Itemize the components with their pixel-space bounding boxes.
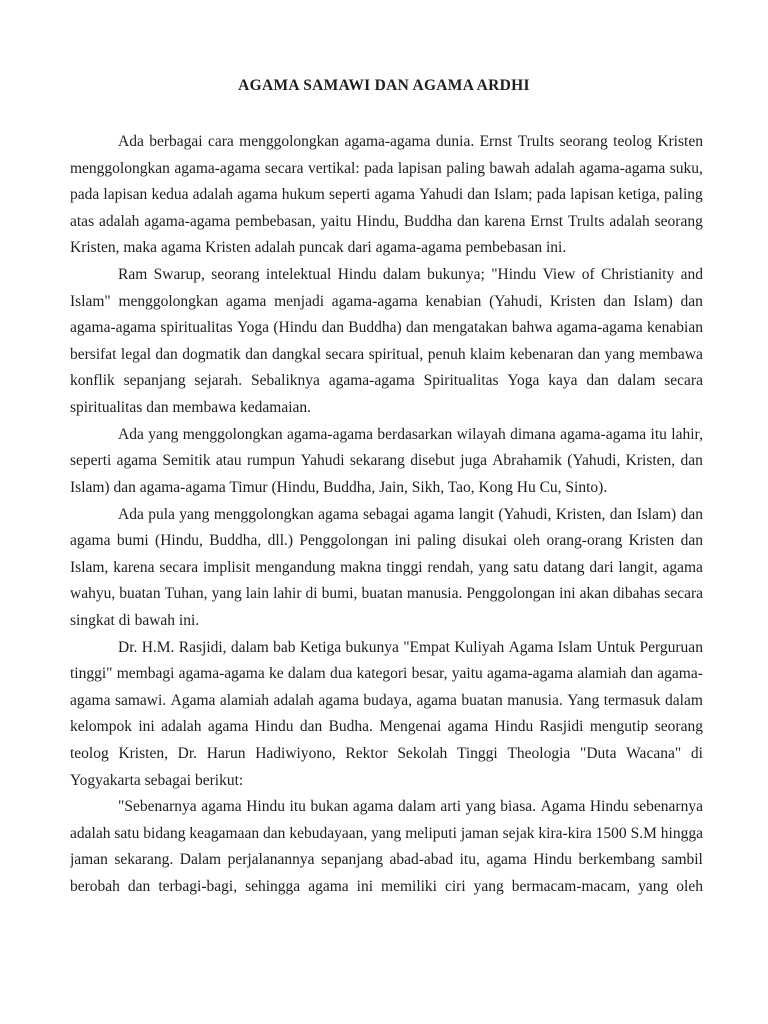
text-line: Kristen, maka agama Kristen adalah puncak dari agama-agama pembebasan ini.: [70, 239, 567, 257]
text-line: Ada pula yang menggolongkan agama sebagai agama langit (Yahudi, Kristen, dan Islam) dan: [118, 505, 703, 523]
text-line: singkat di bawah ini.: [70, 611, 200, 629]
document-title: AGAMA SAMAWI DAN AGAMA ARDHI: [238, 77, 530, 94]
text-line: pada lapisan kedua adalah agama hukum seperti agama Yahudi dan Islam; pada lapisan ketiga, paling: [70, 186, 703, 204]
paragraph: [70, 635, 703, 795]
text-line: agama-agama spiritualitas Yoga (Hindu dan Buddha) dan mengatakan bahwa agama-agama kenabian: [70, 319, 703, 337]
text-line: adalah satu bidang keagamaan dan kebudayaan, yang meliputi jaman sejak kira-kira 1500 S.M hingga: [70, 824, 703, 842]
text-line: tinggi" membagi agama-agama ke dalam dua kategori besar, yaitu agama-agama alamiah dan agama-: [70, 665, 703, 683]
text-line: Ram Swarup, seorang intelektual Hindu dalam bukunya; "Hindu View of Christianity and: [118, 266, 703, 284]
text-line: Yogyakarta sebagai berikut:: [70, 771, 244, 789]
text-line: seperti agama Semitik atau rumpun Yahudi sekarang disebut juga Abrahamik (Yahudi, Kristen, dan: [70, 452, 703, 470]
paragraph: [70, 794, 703, 900]
text-line: Ada yang menggolongkan agama-agama berdasarkan wilayah dimana agama-agama itu lahir,: [118, 425, 703, 443]
text-line: agama samawi. Agama alamiah adalah agama budaya, agama buatan manusia. Yang termasuk dalam: [70, 691, 703, 709]
text-line: bersifat legal dan dogmatik dan dangkal secara spiritual, penuh klaim kebenaran dan yang membawa: [70, 345, 703, 363]
text-line: berobah dan terbagi-bagi, sehingga agama ini memiliki ciri yang bermacam-macam, yang oleh: [70, 878, 703, 896]
text-line: Islam" menggolongkan agama menjadi agama-agama kenabian (Yahudi, Kristen dan Islam) dan: [70, 292, 703, 310]
text-line: jaman sekarang. Dalam perjalanannya sepanjang abad-abad itu, agama Hindu berkembang sambil: [70, 851, 703, 869]
text-line: teolog Kristen, Dr. Harun Hadiwiyono, Rektor Sekolah Tinggi Theologia "Duta Wacana" di: [70, 745, 703, 763]
paragraph: [70, 262, 703, 422]
text-line: konflik sepanjang sejarah. Sebaliknya agama-agama Spiritualitas Yoga kaya dan dalam secara: [70, 372, 703, 390]
paragraph: [70, 422, 703, 502]
text-line: Dr. H.M. Rasjidi, dalam bab Ketiga bukunya "Empat Kuliyah Agama Islam Untuk Perguruan: [118, 638, 703, 656]
paragraph: [70, 129, 703, 262]
text-line: kelompok ini adalah agama Hindu dan Budha. Mengenai agama Hindu Rasjidi mengutip seorang: [70, 718, 703, 736]
text-line: Islam) dan agama-agama Timur (Hindu, Buddha, Jain, Sikh, Tao, Kong Hu Cu, Sinto).: [70, 478, 608, 496]
text-line: "Sebenarnya agama Hindu itu bukan agama dalam arti yang biasa. Agama Hindu sebenarnya: [118, 798, 703, 816]
text-line: agama bumi (Hindu, Buddha, dll.) Penggolongan ini paling disukai oleh orang-orang Kristen dan: [70, 532, 703, 550]
text-line: Ada berbagai cara menggolongkan agama-agama dunia. Ernst Trults seorang teolog Kristen: [118, 133, 703, 150]
text-line: spiritualitas dan membawa kedamaian.: [70, 399, 312, 417]
document-body: [70, 129, 703, 901]
paragraph: [70, 502, 703, 635]
text-line: atas adalah agama-agama pembebasan, yaitu Hindu, Buddha dan karena Ernst Trults adalah seorang: [70, 212, 703, 230]
text-line: Islam, karena secara implisit mengandung makna tinggi rendah, yang satu datang dari langit, agama: [70, 558, 703, 576]
text-line: wahyu, buatan Tuhan, yang lain lahir di bumi, buatan manusia. Penggolongan ini akan dibahas secara: [70, 585, 703, 603]
text-line: menggolongkan agama-agama secara vertikal: pada lapisan paling bawah adalah agama-agama suku,: [70, 159, 703, 177]
